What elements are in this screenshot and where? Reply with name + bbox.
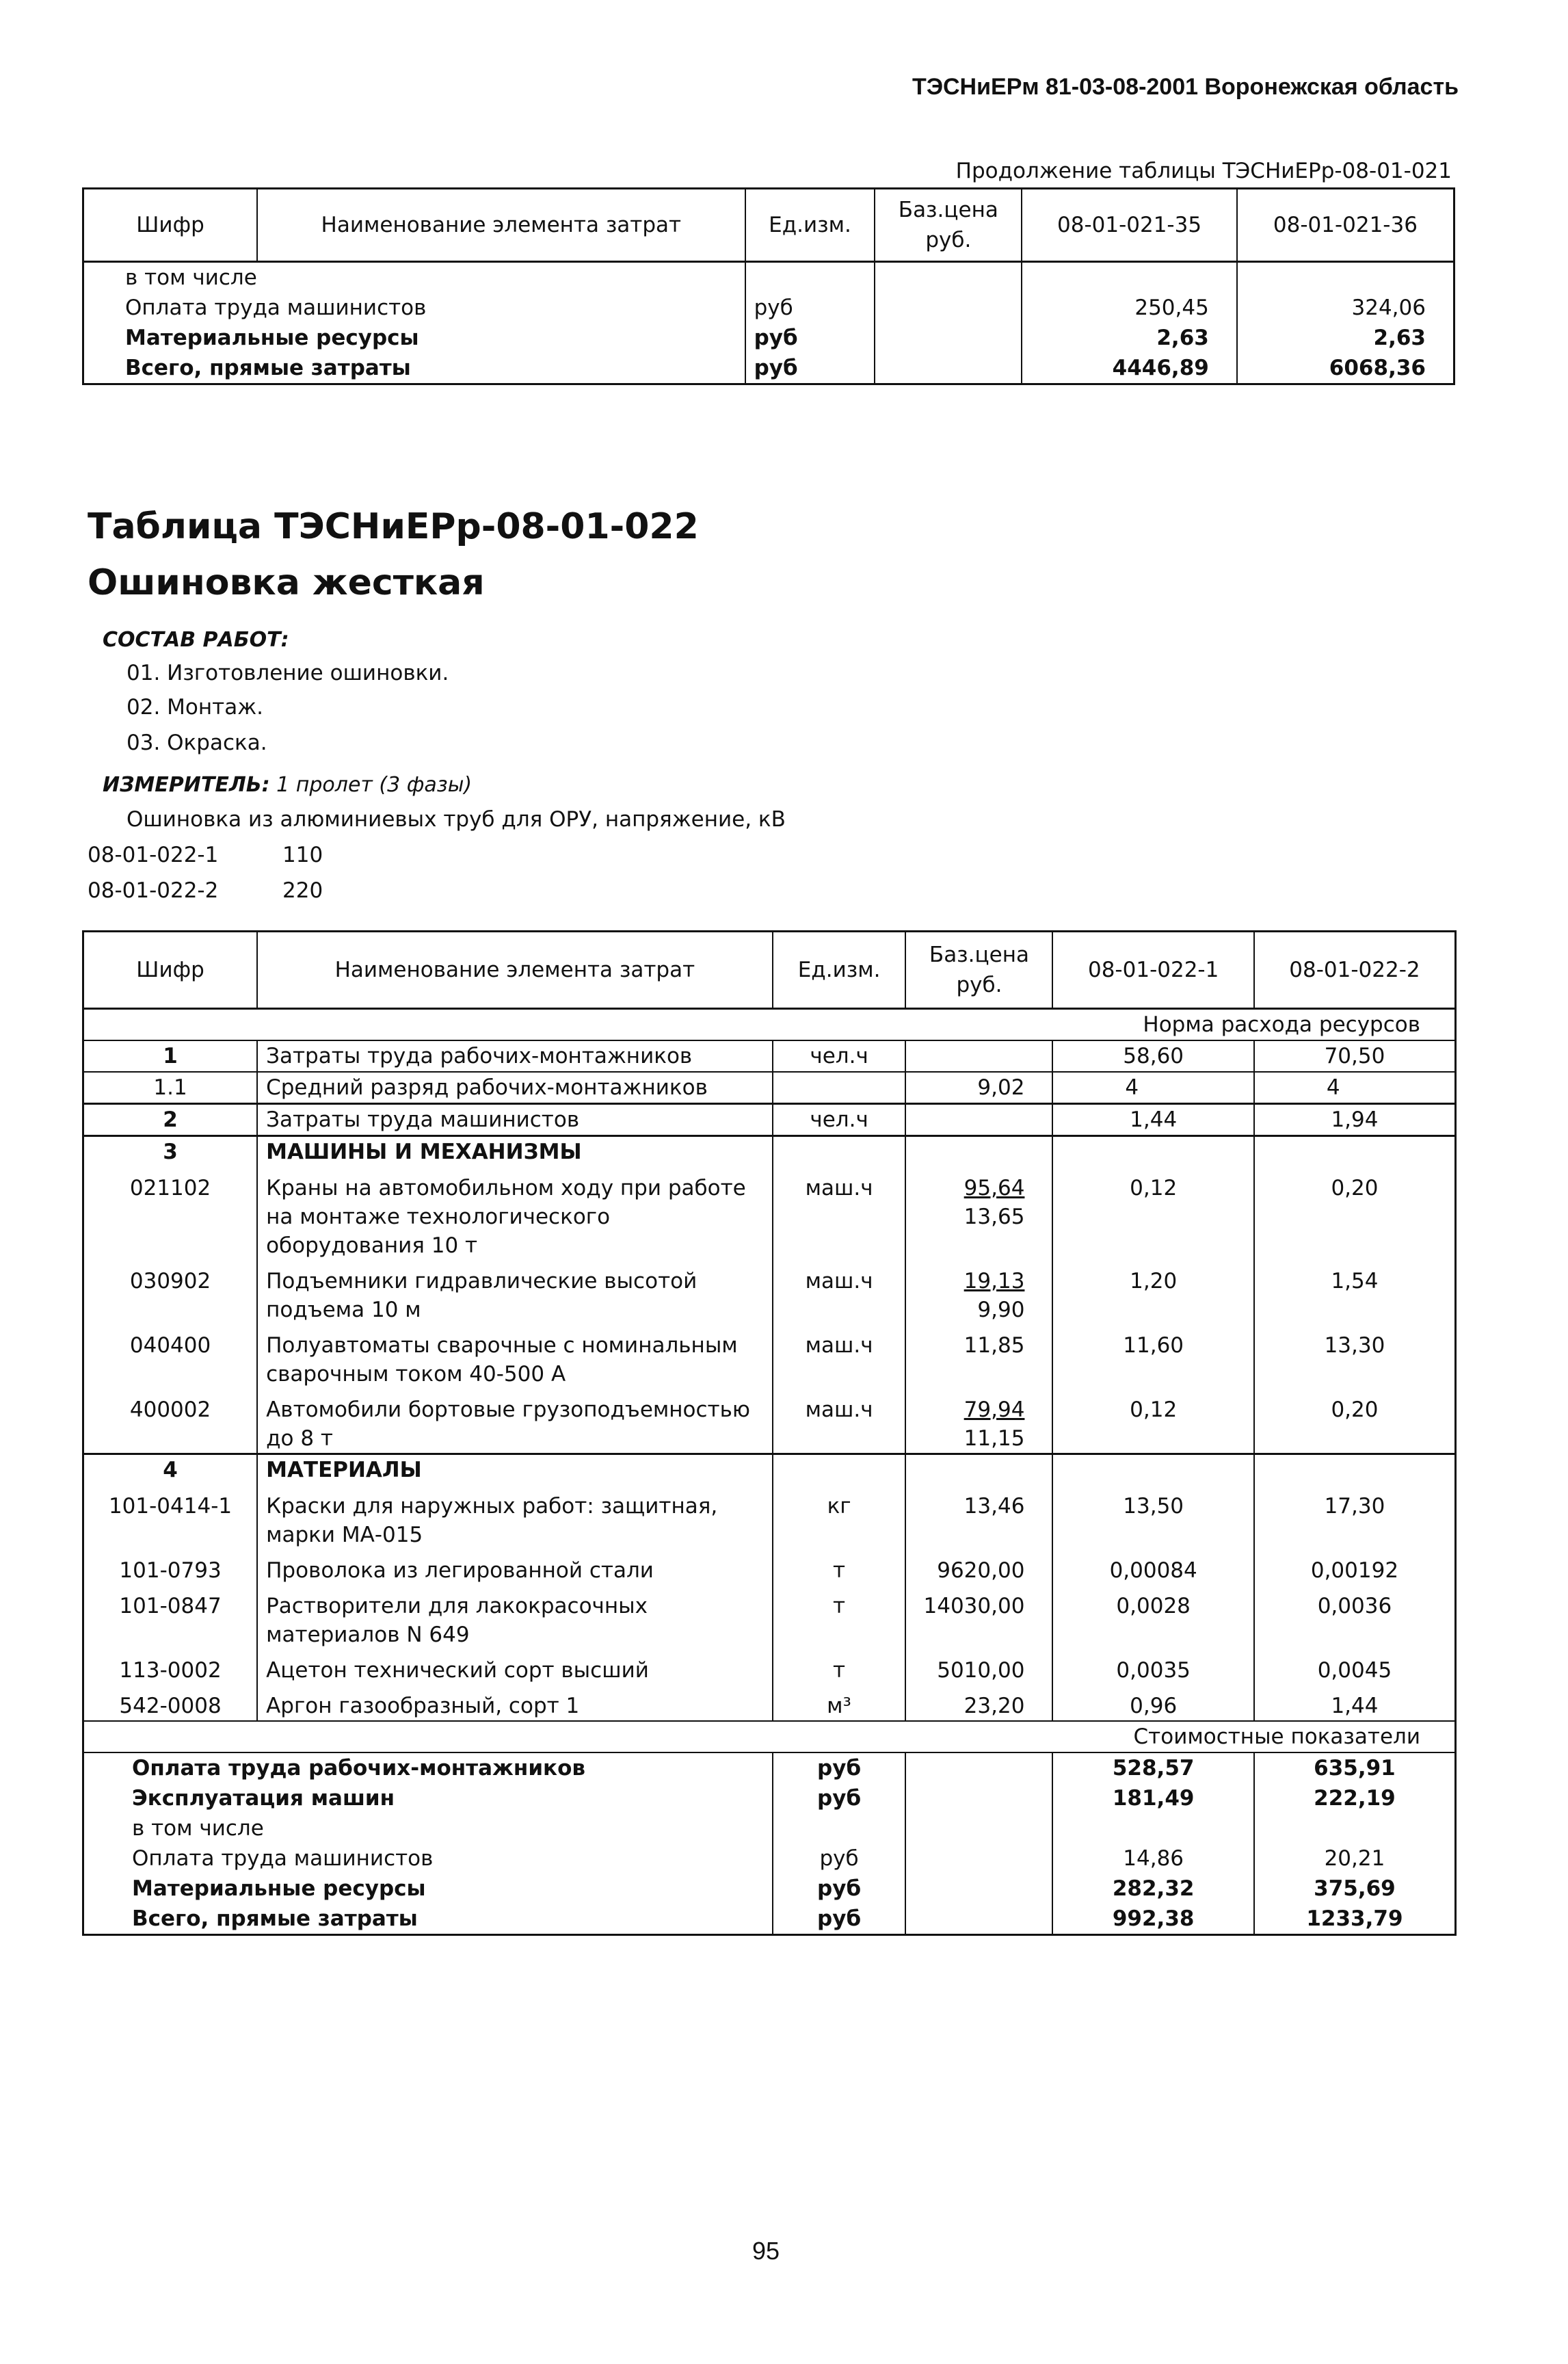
cell-name: Всего, прямые затраты bbox=[125, 356, 411, 380]
header-cell: 08-01-021-36 bbox=[1237, 189, 1454, 262]
cell-name: Краски для наружных работ: защитная, марки МА-015 bbox=[257, 1485, 773, 1549]
continuation-table bbox=[82, 187, 1455, 385]
cell-name: Ацетон технический сорт высший bbox=[257, 1649, 773, 1685]
cell-name: Всего, прямые затраты bbox=[132, 1906, 418, 1931]
cell-value: 1,44 bbox=[1254, 1685, 1456, 1721]
izmeritel-label: ИЗМЕРИТЕЛЬ: bbox=[103, 773, 270, 797]
cell-code: 040400 bbox=[129, 1333, 211, 1358]
cell-value: 58,60 bbox=[1052, 1040, 1253, 1072]
header-cell: Шифр bbox=[83, 189, 258, 262]
table-row bbox=[83, 1813, 1456, 1843]
table-row bbox=[83, 1649, 1456, 1685]
cell-value: 375,69 bbox=[1254, 1874, 1456, 1904]
cell-price: 9620,00 bbox=[905, 1549, 1052, 1585]
section-title: МАТЕРИАЛЫ bbox=[257, 1454, 773, 1486]
cell-name: Подъемники гидравлические высотой подъема 10 м bbox=[257, 1260, 773, 1324]
cell-unit: руб bbox=[773, 1752, 906, 1783]
cell-value: 17,30 bbox=[1254, 1485, 1456, 1549]
table-row bbox=[83, 1324, 1456, 1389]
code-line bbox=[88, 843, 323, 867]
cell-value: 4446,89 bbox=[1022, 353, 1237, 384]
table-row bbox=[83, 1485, 1456, 1549]
cell-name: Затраты труда рабочих-монтажников bbox=[257, 1040, 773, 1072]
cell-value: 13,50 bbox=[1052, 1485, 1253, 1549]
cell-value: 0,0045 bbox=[1254, 1649, 1456, 1685]
cell-code: 400002 bbox=[129, 1397, 211, 1422]
cell-value: 70,50 bbox=[1254, 1040, 1456, 1072]
cell-value: 4 bbox=[1254, 1072, 1456, 1104]
cell-value: 992,38 bbox=[1052, 1904, 1253, 1935]
cell-code: 101-0793 bbox=[119, 1558, 222, 1583]
cell-unit bbox=[773, 1072, 906, 1104]
header-cell: 08-01-021-35 bbox=[1022, 189, 1237, 262]
cell-value: 528,57 bbox=[1052, 1752, 1253, 1783]
cell-name: Материальные ресурсы bbox=[125, 326, 419, 350]
cell-value: 1,54 bbox=[1254, 1260, 1456, 1324]
cell-price-operator: 9,90 bbox=[977, 1298, 1025, 1322]
cell-name: в том числе bbox=[132, 1816, 264, 1841]
cell-price: 13,46 bbox=[905, 1485, 1052, 1549]
cell-unit: руб bbox=[773, 1783, 906, 1813]
cell-price bbox=[905, 1104, 1052, 1136]
cell-value: 181,49 bbox=[1052, 1783, 1253, 1813]
cell-value: 222,19 bbox=[1254, 1783, 1456, 1813]
cell-price: 95,64 bbox=[964, 1176, 1025, 1200]
section-title: МАШИНЫ И МЕХАНИЗМЫ bbox=[257, 1136, 773, 1168]
cell-unit: руб bbox=[773, 1874, 906, 1904]
cell-unit: кг bbox=[773, 1485, 906, 1549]
cell-price: 23,20 bbox=[905, 1685, 1052, 1721]
table-row bbox=[83, 1783, 1456, 1813]
cell-unit: чел.ч bbox=[773, 1104, 906, 1136]
cell-name: Аргон газообразный, сорт 1 bbox=[257, 1685, 773, 1721]
cell-price bbox=[905, 1040, 1052, 1072]
code-line bbox=[88, 878, 323, 903]
table-row bbox=[83, 353, 1454, 384]
work-item: 01. Изготовление ошиновки. bbox=[127, 661, 449, 685]
header-cell: Наименование элемента затрат bbox=[257, 932, 773, 1009]
cell-name: Растворители для лакокрасочных материалов N 649 bbox=[257, 1585, 773, 1649]
table-title: Таблица ТЭСНиЕРр-08-01-022 bbox=[88, 506, 699, 547]
cell-value: 282,32 bbox=[1052, 1874, 1253, 1904]
header-cell: Баз.цена руб. bbox=[875, 189, 1022, 262]
table-row bbox=[83, 262, 1454, 293]
cell-unit: маш.ч bbox=[773, 1260, 906, 1324]
cell-code: 1 bbox=[163, 1044, 178, 1068]
header-cell: Ед.изм. bbox=[745, 189, 875, 262]
cell-code: 101-0847 bbox=[119, 1594, 222, 1618]
table-subtitle: Ошиновка жесткая bbox=[88, 562, 485, 603]
table-row bbox=[83, 1389, 1456, 1454]
table-row bbox=[83, 1549, 1456, 1585]
cell-name: Полуавтоматы сварочные с номинальным сварочным током 40-500 А bbox=[257, 1324, 773, 1389]
cell-code: 4 bbox=[83, 1454, 258, 1486]
section-row bbox=[83, 1454, 1456, 1486]
cell-code: 542-0008 bbox=[119, 1694, 222, 1718]
cell-name: Оплата труда рабочих-монтажников bbox=[132, 1756, 585, 1781]
cost-caption: Стоимостные показатели bbox=[83, 1721, 1456, 1752]
cell-unit: маш.ч bbox=[773, 1167, 906, 1260]
cell-name: Затраты труда машинистов bbox=[257, 1104, 773, 1136]
cell-value: 2,63 bbox=[1022, 323, 1237, 353]
cell-unit: руб bbox=[745, 353, 875, 384]
cell-code: 1.1 bbox=[83, 1072, 258, 1104]
table-row bbox=[83, 1685, 1456, 1721]
cell-name: в том числе bbox=[125, 265, 257, 290]
cell-value: 0,12 bbox=[1052, 1389, 1253, 1454]
code-value: 110 bbox=[282, 843, 323, 867]
cell-value: 1,94 bbox=[1254, 1104, 1456, 1136]
table-row bbox=[83, 1260, 1456, 1324]
code-value: 220 bbox=[282, 878, 323, 903]
cell-unit: т bbox=[773, 1649, 906, 1685]
header-cell: Баз.цена руб. bbox=[905, 932, 1052, 1009]
cell-value: 6068,36 bbox=[1237, 353, 1454, 384]
cell-price-operator: 13,65 bbox=[964, 1205, 1025, 1229]
cell-name: Материальные ресурсы bbox=[132, 1876, 426, 1901]
cell-value: 0,0035 bbox=[1052, 1649, 1253, 1685]
cell-price: 9,02 bbox=[905, 1072, 1052, 1104]
cell-value: 4 bbox=[1052, 1072, 1253, 1104]
cell-name: Эксплуатация машин bbox=[132, 1786, 395, 1811]
cell-value: 13,30 bbox=[1254, 1324, 1456, 1389]
table-row bbox=[83, 323, 1454, 353]
description: Ошиновка из алюминиевых труб для ОРУ, напряжение, кВ bbox=[127, 807, 786, 832]
cell-name: Средний разряд рабочих-монтажников bbox=[257, 1072, 773, 1104]
table-row bbox=[83, 1904, 1456, 1935]
cell-name: Краны на автомобильном ходу при работе на монтаже технологического оборудования 10 т bbox=[257, 1167, 773, 1260]
code: 08-01-022-1 bbox=[88, 843, 219, 867]
cell-value: 0,20 bbox=[1254, 1167, 1456, 1260]
resources-table bbox=[82, 930, 1457, 1936]
table-row bbox=[83, 1843, 1456, 1874]
cell-name: Автомобили бортовые грузоподъемностью до 8 т bbox=[257, 1389, 773, 1454]
table-row bbox=[83, 1874, 1456, 1904]
cell-price: 14030,00 bbox=[905, 1585, 1052, 1649]
cell-unit: маш.ч bbox=[773, 1324, 906, 1389]
cell-value: 14,86 bbox=[1052, 1843, 1253, 1874]
cell-price: 79,94 bbox=[964, 1397, 1025, 1422]
cell-code: 113-0002 bbox=[119, 1658, 222, 1683]
cell-name: Оплата труда машинистов bbox=[132, 1846, 434, 1871]
cell-unit: м³ bbox=[773, 1685, 906, 1721]
cell-unit: маш.ч bbox=[773, 1389, 906, 1454]
cell-unit: т bbox=[773, 1549, 906, 1585]
table-row bbox=[83, 1752, 1456, 1783]
document-header: ТЭСНиЕРм 81-03-08-2001 Воронежская область bbox=[912, 74, 1459, 100]
cell-value: 1,20 bbox=[1052, 1260, 1253, 1324]
cell-value: 0,96 bbox=[1052, 1685, 1253, 1721]
cell-code: 3 bbox=[83, 1136, 258, 1168]
table-row bbox=[83, 1072, 1456, 1104]
cell-value: 0,20 bbox=[1254, 1389, 1456, 1454]
cell-price: 19,13 bbox=[964, 1269, 1025, 1293]
cell-price: 11,85 bbox=[905, 1324, 1052, 1389]
header-cell: 08-01-022-2 bbox=[1254, 932, 1456, 1009]
izmeritel-value: 1 пролет (3 фазы) bbox=[276, 773, 473, 797]
work-item: 03. Окраска. bbox=[127, 731, 267, 755]
cell-value: 250,45 bbox=[1022, 293, 1237, 323]
table-row bbox=[83, 1040, 1456, 1072]
cell-code: 2 bbox=[83, 1104, 258, 1136]
header-cell: Шифр bbox=[83, 932, 258, 1009]
cell-code: 021102 bbox=[129, 1176, 211, 1200]
cell-unit: чел.ч bbox=[773, 1040, 906, 1072]
header-cell: 08-01-022-1 bbox=[1052, 932, 1253, 1009]
cell-value: 324,06 bbox=[1237, 293, 1454, 323]
cell-code: 101-0414-1 bbox=[108, 1494, 232, 1519]
cell-unit: т bbox=[773, 1585, 906, 1649]
table-row bbox=[83, 1585, 1456, 1649]
cell-value: 0,12 bbox=[1052, 1167, 1253, 1260]
cell-value: 2,63 bbox=[1237, 323, 1454, 353]
cell-price: 5010,00 bbox=[905, 1649, 1052, 1685]
cell-unit: руб bbox=[773, 1843, 906, 1874]
cell-unit: руб bbox=[745, 293, 875, 323]
cell-unit: руб bbox=[773, 1904, 906, 1935]
work-item: 02. Монтаж. bbox=[127, 695, 263, 720]
izmeritel bbox=[103, 773, 472, 797]
header-cell: Наименование элемента затрат bbox=[257, 189, 745, 262]
cell-value: 635,91 bbox=[1254, 1752, 1456, 1783]
cell-value: 1,44 bbox=[1052, 1104, 1253, 1136]
cell-value: 11,60 bbox=[1052, 1324, 1253, 1389]
cell-unit: руб bbox=[745, 323, 875, 353]
cell-code: 030902 bbox=[129, 1269, 211, 1293]
norm-caption: Норма расхода ресурсов bbox=[83, 1009, 1456, 1041]
page-number: 95 bbox=[752, 2237, 780, 2265]
cell-value: 0,00192 bbox=[1254, 1549, 1456, 1585]
cell-price-operator: 11,15 bbox=[964, 1426, 1025, 1451]
table-row bbox=[83, 293, 1454, 323]
cell-value: 0,0028 bbox=[1052, 1585, 1253, 1649]
table-row bbox=[83, 1104, 1456, 1136]
header-cell: Ед.изм. bbox=[773, 932, 906, 1009]
cell-value: 20,21 bbox=[1254, 1843, 1456, 1874]
table-row bbox=[83, 1167, 1456, 1260]
cell-name: Оплата труда машинистов bbox=[125, 296, 427, 320]
continuation-caption: Продолжение таблицы ТЭСНиЕРр-08-01-021 bbox=[955, 159, 1452, 183]
cell-value: 1233,79 bbox=[1254, 1904, 1456, 1935]
sostav-label: СОСТАВ РАБОТ: bbox=[103, 628, 289, 652]
cell-value: 0,0036 bbox=[1254, 1585, 1456, 1649]
cell-name: Проволока из легированной стали bbox=[257, 1549, 773, 1585]
code: 08-01-022-2 bbox=[88, 878, 219, 903]
section-row bbox=[83, 1136, 1456, 1168]
cell-value: 0,00084 bbox=[1052, 1549, 1253, 1585]
